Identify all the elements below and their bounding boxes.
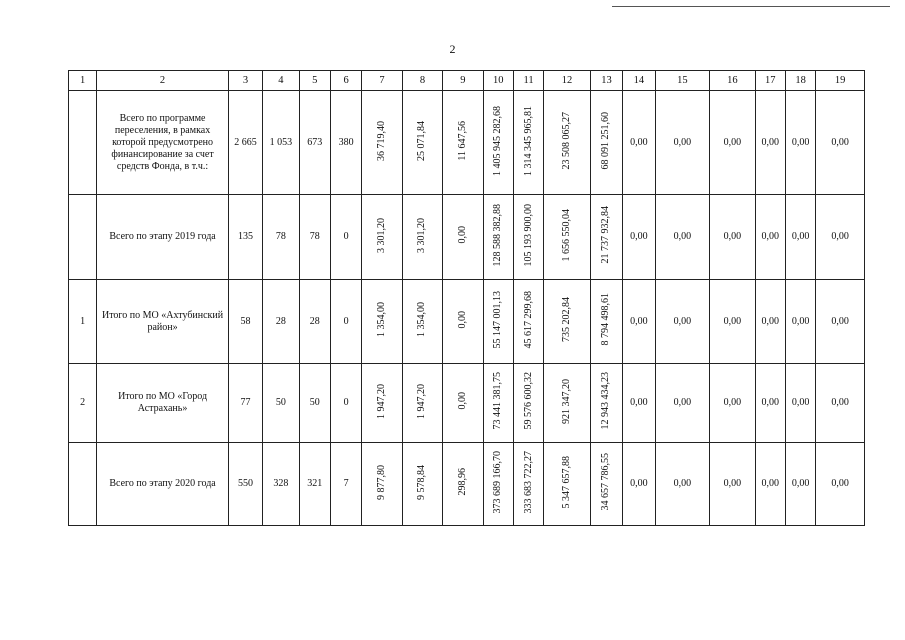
vertical-value: 0,00 (456, 392, 468, 410)
value-cell: 0,00 (623, 195, 655, 280)
value-cell (443, 91, 483, 195)
value-cell: 0,00 (755, 91, 785, 195)
value-cell (590, 195, 622, 280)
vertical-value: 73 441 381,75 (492, 372, 504, 430)
value-cell (513, 364, 543, 443)
vertical-value: 12 943 434,23 (600, 372, 612, 430)
value-cell: 0,00 (816, 443, 865, 526)
header-cell: 18 (785, 71, 815, 91)
vertical-value: 55 147 001,13 (492, 290, 504, 349)
vertical-value: 1 354,00 (375, 302, 387, 337)
value-cell (362, 91, 402, 195)
value-cell: 78 (263, 195, 299, 280)
value-cell: 50 (299, 364, 330, 443)
value-cell: 0,00 (623, 91, 655, 195)
value-cell: 0,00 (623, 364, 655, 443)
value-cell: 0,00 (816, 91, 865, 195)
value-cell (443, 280, 483, 364)
header-cell: 1 (69, 71, 97, 91)
value-cell: 0,00 (710, 443, 756, 526)
value-cell: 328 (263, 443, 299, 526)
value-cell: 0,00 (710, 364, 756, 443)
header-cell: 15 (655, 71, 710, 91)
value-cell (362, 195, 402, 280)
value-cell (443, 364, 483, 443)
value-cell: 0,00 (710, 195, 756, 280)
vertical-value: 1 314 345 965,81 (522, 105, 534, 176)
value-cell: 2 665 (228, 91, 262, 195)
value-cell: 0,00 (755, 443, 785, 526)
value-cell (513, 443, 543, 526)
vertical-value: 25 071,84 (416, 120, 428, 161)
value-cell (402, 443, 442, 526)
value-cell: 0,00 (816, 364, 865, 443)
header-row (69, 71, 865, 91)
vertical-value: 1 947,20 (375, 383, 387, 419)
table-row (69, 443, 865, 526)
vertical-value: 3 301,20 (416, 217, 428, 253)
value-cell (513, 195, 543, 280)
row-name-cell: Всего по этапу 2020 года (97, 443, 228, 526)
value-cell (590, 280, 622, 364)
value-cell: 0,00 (785, 280, 815, 364)
value-cell (590, 443, 622, 526)
vertical-value: 0,00 (456, 226, 468, 244)
vertical-value: 1 656 550,04 (561, 208, 573, 262)
header-cell: 13 (590, 71, 622, 91)
value-cell (483, 280, 513, 364)
top-rule (612, 6, 890, 7)
vertical-value: 59 576 600,32 (522, 372, 534, 430)
value-cell: 0,00 (816, 280, 865, 364)
header-cell: 16 (710, 71, 756, 91)
value-cell: 321 (299, 443, 330, 526)
page-number: 2 (449, 42, 456, 56)
value-cell: 1 053 (263, 91, 299, 195)
value-cell (443, 443, 483, 526)
header-cell: 6 (330, 71, 361, 91)
value-cell (402, 195, 442, 280)
vertical-value: 3 301,20 (375, 217, 387, 253)
header-cell: 19 (816, 71, 865, 91)
value-cell: 0,00 (655, 91, 710, 195)
header-cell: 17 (755, 71, 785, 91)
vertical-value: 21 737 932,84 (600, 206, 612, 264)
header-cell: 2 (97, 71, 228, 91)
value-cell: 0,00 (785, 195, 815, 280)
value-cell: 0,00 (755, 195, 785, 280)
vertical-value: 735 202,84 (561, 297, 573, 342)
value-cell: 0,00 (655, 364, 710, 443)
vertical-value: 8 794 498,61 (600, 293, 612, 346)
value-cell (590, 91, 622, 195)
header-cell: 3 (228, 71, 262, 91)
value-cell: 0,00 (816, 195, 865, 280)
value-cell (513, 280, 543, 364)
value-cell (483, 195, 513, 280)
value-cell (544, 195, 591, 280)
header-cell: 9 (443, 71, 483, 91)
value-cell: 7 (330, 443, 361, 526)
value-cell (402, 280, 442, 364)
program-table (68, 70, 865, 526)
table-row (69, 280, 865, 364)
value-cell: 0,00 (623, 280, 655, 364)
header-cell: 7 (362, 71, 402, 91)
value-cell (544, 280, 591, 364)
value-cell: 0,00 (710, 280, 756, 364)
vertical-value: 105 193 900,00 (522, 203, 534, 267)
value-cell (402, 364, 442, 443)
value-cell: 0,00 (785, 364, 815, 443)
row-name-cell: Итого по МО «Город Астрахань» (97, 364, 228, 443)
vertical-value: 36 719,40 (375, 120, 387, 161)
value-cell: 550 (228, 443, 262, 526)
vertical-value: 45 617 299,68 (522, 290, 534, 349)
header-cell: 4 (263, 71, 299, 91)
vertical-value: 9 578,84 (416, 464, 428, 500)
vertical-value: 921 347,20 (561, 378, 573, 424)
value-cell (513, 91, 543, 195)
value-cell (362, 443, 402, 526)
value-cell: 0,00 (655, 443, 710, 526)
vertical-value: 23 508 065,27 (561, 111, 573, 170)
value-cell (590, 364, 622, 443)
vertical-value: 5 347 657,88 (561, 455, 573, 509)
vertical-value: 1 947,20 (416, 383, 428, 419)
vertical-value: 1 354,00 (416, 302, 428, 337)
vertical-value: 298,96 (456, 468, 468, 496)
row-name-cell: Всего по этапу 2019 года (97, 195, 228, 280)
row-number-cell (69, 195, 97, 280)
value-cell (483, 443, 513, 526)
table-row (69, 364, 865, 443)
row-number-cell (69, 91, 97, 195)
value-cell: 380 (330, 91, 361, 195)
vertical-value: 373 689 166,70 (492, 450, 504, 514)
value-cell: 0,00 (655, 195, 710, 280)
value-cell: 673 (299, 91, 330, 195)
value-cell: 0,00 (785, 443, 815, 526)
value-cell: 0 (330, 364, 361, 443)
value-cell: 0,00 (755, 280, 785, 364)
value-cell (362, 364, 402, 443)
vertical-value: 11 647,56 (456, 120, 468, 161)
value-cell: 0,00 (655, 280, 710, 364)
value-cell (544, 364, 591, 443)
vertical-value: 34 657 786,55 (600, 453, 612, 511)
vertical-value: 0,00 (456, 310, 468, 329)
value-cell: 135 (228, 195, 262, 280)
header-cell: 5 (299, 71, 330, 91)
row-name-cell: Итого по МО «Ахтубинский район» (97, 280, 228, 364)
vertical-value: 9 877,80 (375, 464, 387, 500)
value-cell (483, 91, 513, 195)
value-cell: 50 (263, 364, 299, 443)
row-number-cell (69, 443, 97, 526)
value-cell: 0 (330, 280, 361, 364)
value-cell: 0,00 (755, 364, 785, 443)
value-cell (362, 280, 402, 364)
value-cell (402, 91, 442, 195)
value-cell: 78 (299, 195, 330, 280)
header-cell: 14 (623, 71, 655, 91)
value-cell: 77 (228, 364, 262, 443)
vertical-value: 128 588 382,88 (492, 203, 504, 267)
vertical-value: 1 405 945 282,68 (492, 105, 504, 176)
value-cell (544, 91, 591, 195)
value-cell: 28 (299, 280, 330, 364)
header-cell: 8 (402, 71, 442, 91)
value-cell (443, 195, 483, 280)
value-cell: 0,00 (785, 91, 815, 195)
row-number-cell: 1 (69, 280, 97, 364)
header-cell: 12 (544, 71, 591, 91)
value-cell: 0,00 (623, 443, 655, 526)
value-cell: 0 (330, 195, 361, 280)
header-cell: 11 (513, 71, 543, 91)
value-cell (483, 364, 513, 443)
vertical-value: 333 683 722,27 (522, 450, 534, 514)
table-row (69, 195, 865, 280)
value-cell: 58 (228, 280, 262, 364)
value-cell: 0,00 (710, 91, 756, 195)
vertical-value: 68 091 251,60 (600, 111, 612, 170)
table-row (69, 91, 865, 195)
row-number-cell: 2 (69, 364, 97, 443)
value-cell: 28 (263, 280, 299, 364)
value-cell (544, 443, 591, 526)
header-cell: 10 (483, 71, 513, 91)
row-name-cell: Всего по программе переселения, в рамках которой предусмотрено финансирование за счет средств Фонда, в т.ч.: (97, 91, 228, 195)
